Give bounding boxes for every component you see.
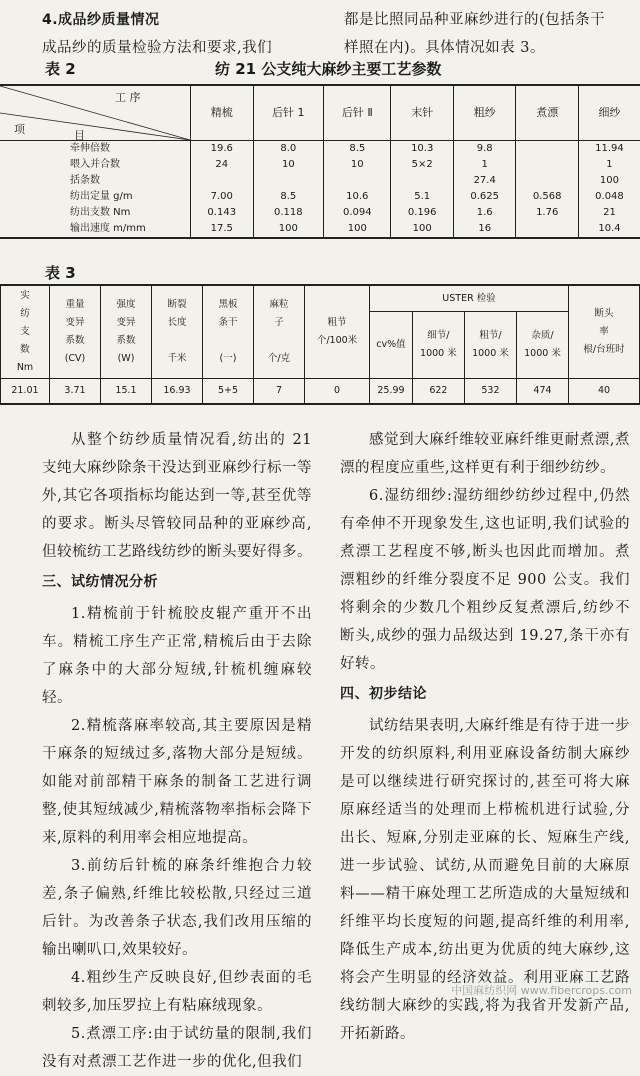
table2-cell: 16 [453, 221, 516, 238]
table2-cell: 10 [253, 157, 324, 173]
table2-row-label: 纺出定量 g/m [70, 191, 133, 202]
table2-cell [516, 141, 579, 158]
table2-cell: 8.5 [324, 141, 391, 158]
table3-cell: 474 [516, 379, 568, 405]
t3-h-length: 断裂 长度 千米 [152, 285, 203, 379]
table2-cell [516, 221, 579, 238]
paragraph: 感觉到大麻纤维较亚麻纤维更耐煮漂,煮漂的程度应重些,这样更有利于细纱纺纱。 [340, 432, 630, 476]
t3-h-blackboard: 黑板 条干 (一) [203, 285, 254, 379]
t3-h-weight: 重量 变异 系数 (CV) [50, 285, 101, 379]
table3-cell: 622 [412, 379, 464, 405]
table2 [0, 84, 640, 239]
paragraph: 试纺结果表明,大麻纤维是有待于进一步开发的纺织原料,利用亚麻设备纺制大麻纱是可以继续进行研究探讨的,甚至可将大麻原麻经适当的处理而上栉梳机进行试验,分出长、短麻,分别走亚麻的长、短麻生产线,进一步试验、试纺,从而避免目前的大麻原料——精干麻处理工艺所造成的大量短绒和纤维平均长度短的问题,提高纤维的利用率,降低生产成本,纺出更为优质的纯大麻纱,这将会产生明显的经济效益。利用亚麻工艺路线纺制大麻纱的实践,将为我省开发新产品,开拓新路。 [340, 718, 630, 1042]
table2-row [0, 173, 640, 189]
section-heading: 四、初步结论 [340, 686, 427, 702]
t3-h-cv: cv%值 [370, 312, 413, 379]
table2-cell: 5.1 [391, 189, 454, 205]
table2-cell: 5×2 [391, 157, 454, 173]
table2-row-label: 纺出支数 Nm [70, 207, 131, 218]
corner-label-item-b: 目 [74, 129, 85, 142]
table2-cell: 0.568 [516, 189, 579, 205]
table2-row [0, 189, 640, 205]
table2-cell: 10.6 [324, 189, 391, 205]
paragraph: 1.精梳前于针梳胶皮辊产重开不出车。精梳工序生产正常,精梳后由于去除了麻条中的大部分短绒,针梳机缠麻较轻。 [42, 606, 312, 706]
table2-cell [324, 173, 391, 189]
table2-row-label: 输出速度 m/mm [70, 223, 146, 234]
table3-cell: 25.99 [370, 379, 413, 405]
table2-cell: 100 [391, 221, 454, 238]
table3-cell: 16.93 [152, 379, 203, 405]
t3-h-strength: 强度 变异 系数 (W) [101, 285, 152, 379]
table2-cell: 1 [578, 157, 640, 173]
table2-col-header: 后针 1 [253, 85, 324, 141]
right-column [340, 426, 630, 1048]
table3-cell: 40 [569, 379, 640, 405]
left-column [42, 426, 312, 1076]
table2-cell: 10.3 [391, 141, 454, 158]
table2-cell: 10.4 [578, 221, 640, 238]
table2-cell: 0.625 [453, 189, 516, 205]
table2-cell [191, 173, 254, 189]
table2-row-label: 牵伸倍数 [70, 143, 110, 154]
table2-cell: 9.8 [453, 141, 516, 158]
table2-cell: 1 [453, 157, 516, 173]
table3-cell: 3.71 [50, 379, 101, 405]
paragraph: 从整个纺纱质量情况看,纺出的 21 支纯大麻纱除条干没达到亚麻纱行标一等外,其它各项指标均能达到一等,甚至优等的要求。断头尽管较同品种的亚麻纱高,但较梳纺工艺路线纺纱的断头要好得多。 [42, 432, 312, 560]
t3-h-uster: USTER 检验 [370, 285, 569, 312]
paragraph-line: 样照在内)。具体情况如表 3。 [344, 40, 545, 56]
t3-h-impurity: 杂质/ 1000 米 [516, 312, 568, 379]
t3-h-thick: 粗节/ 1000 米 [464, 312, 516, 379]
t3-h-actual: 实 纺 支 数 Nm [1, 285, 50, 379]
table2-cell: 0.196 [391, 205, 454, 221]
t3-h-thin: 细节/ 1000 米 [412, 312, 464, 379]
table2-cell: 1.76 [516, 205, 579, 221]
t3-h-neps: 麻粒 子 个/克 [254, 285, 305, 379]
paragraph: 5.煮漂工序:由于试纺量的限制,我们没有对煮漂工艺作进一步的优化,但我们 [42, 1026, 312, 1070]
section-heading: 三、试纺情况分析 [42, 574, 158, 590]
table2-cell: 7.00 [191, 189, 254, 205]
table2-col-header: 细纱 [578, 85, 640, 141]
table3-cell: 532 [464, 379, 516, 405]
table2-label: 表 2 [45, 60, 76, 78]
table2-row-label: 喂入并合数 [70, 159, 120, 170]
table2-cell: 24 [191, 157, 254, 173]
corner-label-item-a: 项 [14, 123, 25, 136]
table3 [0, 284, 640, 405]
table2-row [0, 157, 640, 173]
table2-cell: 100 [578, 173, 640, 189]
table2-row [0, 221, 640, 238]
table2-row [0, 205, 640, 221]
paragraph-line: 都是比照同品种亚麻纱进行的(包括条干 [344, 12, 606, 28]
table2-col-header: 末针 [391, 85, 454, 141]
table2-cell [391, 173, 454, 189]
corner-label-process: 工 序 [115, 91, 141, 104]
diagonal-lines [0, 86, 190, 140]
table2-cell: 0.048 [578, 189, 640, 205]
watermark: 中国麻纺织网 www.fibercrops.com [451, 984, 632, 997]
table2-cell: 19.6 [191, 141, 254, 158]
table2-row [0, 141, 640, 158]
paragraph: 2.精梳落麻率较高,其主要原因是精干麻条的短绒过多,落物大部分是短绒。如能对前部精干麻条的制备工艺进行调整,使其短绒减少,精梳落物率指标会降下来,原料的利用率会相应地提高。 [42, 718, 312, 846]
t3-h-breaks: 断头 率 根/台班时 [569, 285, 640, 379]
table3-cell: 15.1 [101, 379, 152, 405]
section-heading-quality: 4.成品纱质量情况 [42, 12, 160, 28]
t3-h-coarse: 粗节 个/100米 [305, 285, 370, 379]
table2-row-label: 括条数 [70, 175, 100, 186]
table3-cell: 7 [254, 379, 305, 405]
paragraph-line: 成品纱的质量检验方法和要求,我们 [42, 40, 273, 56]
table2-cell: 8.5 [253, 189, 324, 205]
paragraph: 6.湿纺细纱:湿纺细纱纺纱过程中,仍然有牵伸不开现象发生,这也证明,我们试验的煮漂工艺程度不够,断头也因此而增加。煮漂粗纱的纤维分裂度不足 900 公支。我们将剩余的少数几个粗纱反复煮漂后,纺纱不断头,成纱的强力品级达到 19.27,条干亦有好转。 [340, 488, 630, 672]
table2-col-header: 粗纱 [453, 85, 516, 141]
table2-cell [516, 157, 579, 173]
table3-label: 表 3 [45, 264, 76, 282]
paragraph: 3.前纺后针梳的麻条纤维抱合力较差,条子偏熟,纤维比较松散,只经过三道后针。为改善条子状态,我们改用压缩的输出喇叭口,效果较好。 [42, 858, 312, 958]
table2-cell: 10 [324, 157, 391, 173]
table2-cell [516, 173, 579, 189]
table2-col-header: 后针 Ⅱ [324, 85, 391, 141]
table3-cell: 0 [305, 379, 370, 405]
table2-cell: 0.143 [191, 205, 254, 221]
table2-cell: 100 [253, 221, 324, 238]
table2-cell: 8.0 [253, 141, 324, 158]
table2-cell: 11.94 [578, 141, 640, 158]
table2-cell: 0.118 [253, 205, 324, 221]
table2-title: 纺 21 公支纯大麻纱主要工艺参数 [215, 60, 442, 78]
table2-cell: 17.5 [191, 221, 254, 238]
paragraph: 4.粗纱生产反映良好,但纱表面的毛刺较多,加压罗拉上有粘麻绒现象。 [42, 970, 312, 1014]
table2-cell: 27.4 [453, 173, 516, 189]
table2-corner-cell [0, 85, 191, 141]
table2-cell: 0.094 [324, 205, 391, 221]
table2-cell: 100 [324, 221, 391, 238]
table3-cell: 5+5 [203, 379, 254, 405]
table2-cell: 1.6 [453, 205, 516, 221]
table2-cell: 21 [578, 205, 640, 221]
table2-col-header: 煮漂 [516, 85, 579, 141]
table2-col-header: 精梳 [191, 85, 254, 141]
table3-cell: 21.01 [1, 379, 50, 405]
table2-cell [253, 173, 324, 189]
